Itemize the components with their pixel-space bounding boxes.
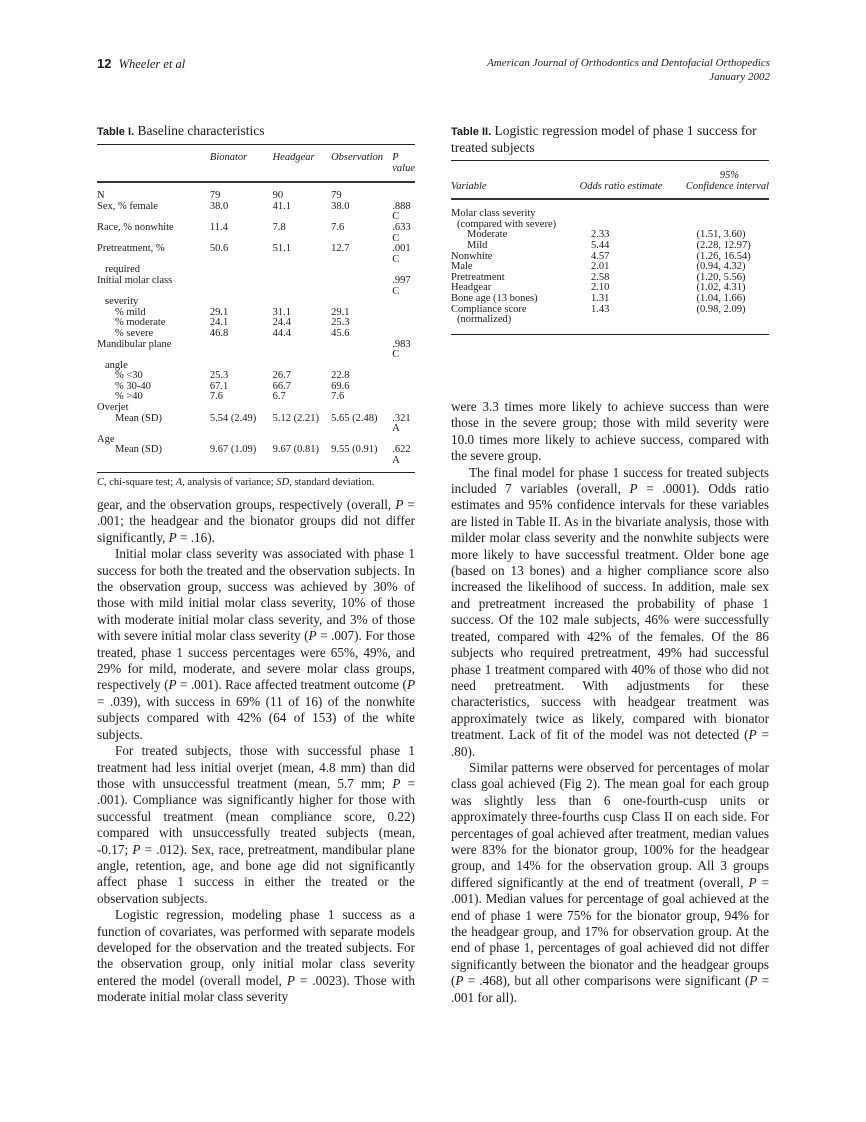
table-caption [451,123,769,156]
cell-value: .622 A [392,444,411,467]
body-text-right-column [451,399,769,1006]
row-label: (normalized) [457,314,512,326]
page-number: 12 [97,56,112,71]
odds-ratio-value: 5.44 [591,239,610,251]
confidence-interval-value [668,315,769,334]
column-header: P value [392,152,416,174]
cell-value: 79 [331,190,342,202]
row-label: Nonwhite [451,250,493,262]
table-row [97,244,415,265]
cell-value [392,182,415,202]
cell-value [210,276,273,297]
table-row [97,223,415,244]
row-label: Molar class severity [451,208,536,220]
odds-ratio-value [561,220,668,231]
cell-value: 66.7 [272,380,291,392]
column-header [97,145,210,183]
row-label: Age [97,433,115,445]
cell-value: 9.67 (0.81) [272,444,319,456]
issue-date: January 2002 [709,71,770,83]
table-row [97,392,415,403]
confidence-interval-value: (1.51, 3.60) [696,229,746,241]
paragraph: gear, and the observation groups, respectively (overall, P = .001; the headgear and the bionator groups did not differ significantly, P = .16). [97,497,415,545]
table-label: Table I. [97,126,135,138]
odds-ratio-value [561,199,668,220]
cell-value: 31.1 [272,306,291,318]
cell-value: 7.6 [209,391,224,403]
table-row [451,315,769,334]
column-header: Observation [331,152,383,163]
column-header: Odds ratio estimate [579,180,663,192]
cell-value [331,265,392,276]
cell-value: 29.1 [331,306,350,318]
cell-value: 67.1 [209,380,229,392]
row-label: (compared with severe) [457,218,557,230]
row-label: Initial molar class [97,274,173,286]
running-head-right [487,56,770,84]
table-footnote: C, chi-square test; A, analysis of variance; SD, standard deviation. [97,476,375,488]
row-label: Pretreatment, % [97,243,165,255]
cell-value: 41.1 [272,200,291,212]
cell-value: 25.3 [331,317,350,329]
odds-ratio-value: 2.33 [591,229,610,241]
cell-value [331,340,392,361]
cell-value: .888 C [392,200,411,223]
row-label: required [105,264,140,276]
column-header: Variable [451,180,487,192]
cell-value: .983 C [392,338,411,361]
row-label: Race, % nonwhite [97,221,174,233]
odds-ratio-value [561,315,668,334]
cell-value: 90 [272,190,284,202]
paragraph: Logistic regression, modeling phase 1 success as a function of covariates, was performed with separate models developed for the observation and the treated subjects. For the observation group, only initial molar class severity entered the model (overall model, P = .0023). Those with moderate initial molar class severity [97,907,416,1005]
odds-ratio-value: 2.58 [591,271,610,283]
row-label: % severe [115,327,154,339]
row-label: Male [451,261,473,273]
table-label: Table II. [451,126,492,138]
table-row [451,199,769,220]
table-title: Baseline characteristics [137,123,265,138]
cell-value [273,340,331,361]
cell-value: .001 C [392,243,411,265]
cell-value: 24.1 [209,317,229,329]
cell-value: 9.67 (1.09) [209,444,257,456]
cell-value: 7.6 [331,391,345,403]
confidence-interval-value [668,199,769,220]
cell-value: 11.4 [209,221,228,233]
paragraph: Similar patterns were observed for percentages of molar class goal achieved (Fig 2). The mean goal for each group was slightly less than 6 one-fourth-cusp units or approximately three-fourths cusp Class II on each side. For percentages of goal achieved after treatment, median values were 83% for the bionator group, 100% for the headgear group, and 14% for the observation group. All 3 groups differed significantly at the end of treatment (overall, P = .001). Median values for percentage of goal achieved at the end of phase 1 were 75% for the bionator group, 94% for the headgear group, and 17% for observation group. At the end of phase 1, percentages of goal achieved did not differ significantly between the bionator and the headgear groups (P = .468), but all other comparisons were significant (P = .001 for all). [451,759,770,1005]
cell-value: 22.8 [331,370,350,382]
row-label: Mild [467,239,488,251]
cell-value: 7.6 [331,221,345,233]
body-text-left-column [97,497,415,1006]
cell-value: 69.6 [331,380,350,392]
row-label: Compliance score [451,303,527,315]
cell-value: 24.4 [272,317,291,329]
cell-value [392,308,415,319]
cell-value: 5.12 (2.21) [272,412,319,424]
cell-value [273,265,331,276]
row-label: Overjet [97,402,129,414]
column-header: Bionator [209,152,248,163]
running-head-left [97,56,185,72]
row-label: Mean (SD) [115,444,162,456]
table-logistic-regression [451,123,769,335]
row-label: % mild [115,306,146,318]
table-header-row [451,161,769,200]
paragraph: For treated subjects, those with successful phase 1 treatment had less initial overjet (mean, 4.8 mm) than did those with unsuccessful treatment (mean, 5.7 mm; P = .001). Compliance was significantly higher for those with successful treatment (mean compliance score, 0.22) compared with unsuccessfully treated subjects (mean, -0.17; P = .012). Sex, race, pretreatment, mandibular plane angle, retention, age, and bone age did not significantly affect phase 1 success in either the treated or the observation subjects. [97,743,416,906]
cell-value: 38.0 [331,200,350,212]
confidence-interval-value: (0.98, 2.09) [696,303,746,315]
cell-value [392,318,415,329]
row-label: Moderate [467,229,508,241]
cell-value [392,329,415,340]
table-grid [451,160,769,334]
table-header-row [97,145,415,183]
table-row [451,241,769,252]
table-row [97,202,415,223]
odds-ratio-value: 4.57 [591,250,610,262]
cell-value: 7.8 [272,221,286,233]
table-row [97,329,415,340]
cell-value [392,361,415,372]
table-caption [97,123,415,140]
table-row [451,294,769,305]
table-row [97,382,415,393]
table-baseline-characteristics [97,123,415,488]
cell-value: 29.1 [209,306,229,318]
odds-ratio-value: 1.43 [591,303,610,315]
table-title: Logistic regression model of phase 1 success for treated subjects [451,123,757,155]
row-label: % 30-40 [115,380,151,392]
confidence-interval-value: (1.26, 16.54) [696,250,751,262]
table-row [97,414,415,435]
table-row [97,182,415,202]
row-label: % >40 [115,391,143,403]
cell-value: 9.55 (0.91) [331,444,378,456]
row-label: % <30 [115,370,143,382]
cell-value: 38.0 [209,200,229,212]
cell-value [210,340,273,361]
table-row [97,340,415,361]
cell-value: .997 C [392,274,411,297]
cell-value: 26.7 [272,370,291,382]
cell-value [273,276,331,297]
row-label: N [97,190,105,202]
paragraph: The final model for phase 1 success for treated subjects included 7 variables (overall, P = .0001). Odds ratio estimates and 95% confidence intervals for these variables are listed in Table II. As in the bivariate analysis, those with milder molar class severity and the nonwhite subjects were more likely to have successful treatment. Older bone age (based on 13 bones) and a higher compliance score also increased the likelihood of success. In addition, male sex and pretreatment increased the probability of phase 1 success. Of the 102 male subjects, 46% were successfully treated, compared with 42% of the females. Of the 86 subjects who required pretreatment, 49% had successful phase 1 treatment compared with 40% of those who did not need pretreatment. With adjustments for these characteristics, success with headgear treatment was approximately twice as likely, compared with bionator treatment. Lack of fit of the model was not detected (P = .80). [451,464,770,759]
table-row [97,361,415,372]
cell-value: .321 A [392,412,411,435]
row-label: Sex, % female [97,200,158,212]
cell-value: 12.7 [331,243,350,255]
odds-ratio-value: 1.31 [591,292,610,304]
row-label: Pretreatment [451,271,505,283]
cell-value: 45.6 [331,327,350,339]
cell-value: 25.3 [209,370,229,382]
journal-name: American Journal of Orthodontics and Dentofacial Orthopedics [487,57,770,69]
cell-value: 6.7 [272,391,286,403]
column-header: 95% Confidence interval [685,170,769,192]
cell-value [392,382,415,393]
cell-value: .633 C [392,221,411,244]
row-label: angle [105,359,128,371]
row-label: Mean (SD) [115,412,162,424]
row-label: severity [105,296,139,308]
row-label: Headgear [451,282,492,294]
cell-value: 5.65 (2.48) [331,412,378,424]
row-label: % moderate [115,317,166,329]
paragraph: were 3.3 times more likely to achieve success than were those in the severe group; those with mild severity were 10.0 times more likely to achieve success, compared with the severe group. [451,399,769,464]
cell-value: 46.8 [209,327,229,339]
confidence-interval-value: (1.20, 5.56) [696,271,746,283]
paragraph: Initial molar class severity was associated with phase 1 success for both the treated and the observation subjects. In the observation group, success was achieved by 30% of those with mild initial molar class severity, 10% of those with moderate initial molar class severity, and 3% of those with severe initial molar class severity (P = .007). For those treated, phase 1 success percentages were 65%, 49%, and 29% for mild, moderate, and severe molar class groups, respectively (P = .001). Race affected treatment outcome (P = .039), with success in 69% (11 of 16) of the nonwhite subjects compared with 42% (64 of 153) of the white subjects. [97,546,415,742]
confidence-interval-value: (1.04, 1.66) [696,292,746,304]
row-label: Bone age (13 bones) [451,292,538,304]
cell-value [392,371,415,382]
table-row [97,276,415,297]
cell-value: 51.1 [272,243,291,255]
cell-value: 50.6 [209,243,229,255]
cell-value [392,392,415,403]
odds-ratio-value: 2.10 [591,282,610,294]
cell-value [331,276,392,297]
cell-value: 5.54 (2.49) [209,412,257,424]
cell-value [392,297,415,308]
row-label: Mandibular plane [97,338,172,350]
author-line: Wheeler et al [118,57,186,71]
cell-value [210,265,273,276]
confidence-interval-value: (1.02, 4.31) [696,282,746,294]
odds-ratio-value: 2.01 [591,261,610,273]
table-grid [97,144,415,472]
table-row [97,445,415,471]
column-header: Headgear [272,152,315,163]
running-head [97,56,770,92]
confidence-interval-value: (2.28, 12.97) [696,239,751,251]
confidence-interval-value: (0.94, 4.32) [696,261,746,273]
cell-value: 44.4 [272,327,291,339]
cell-value: 79 [209,190,221,202]
